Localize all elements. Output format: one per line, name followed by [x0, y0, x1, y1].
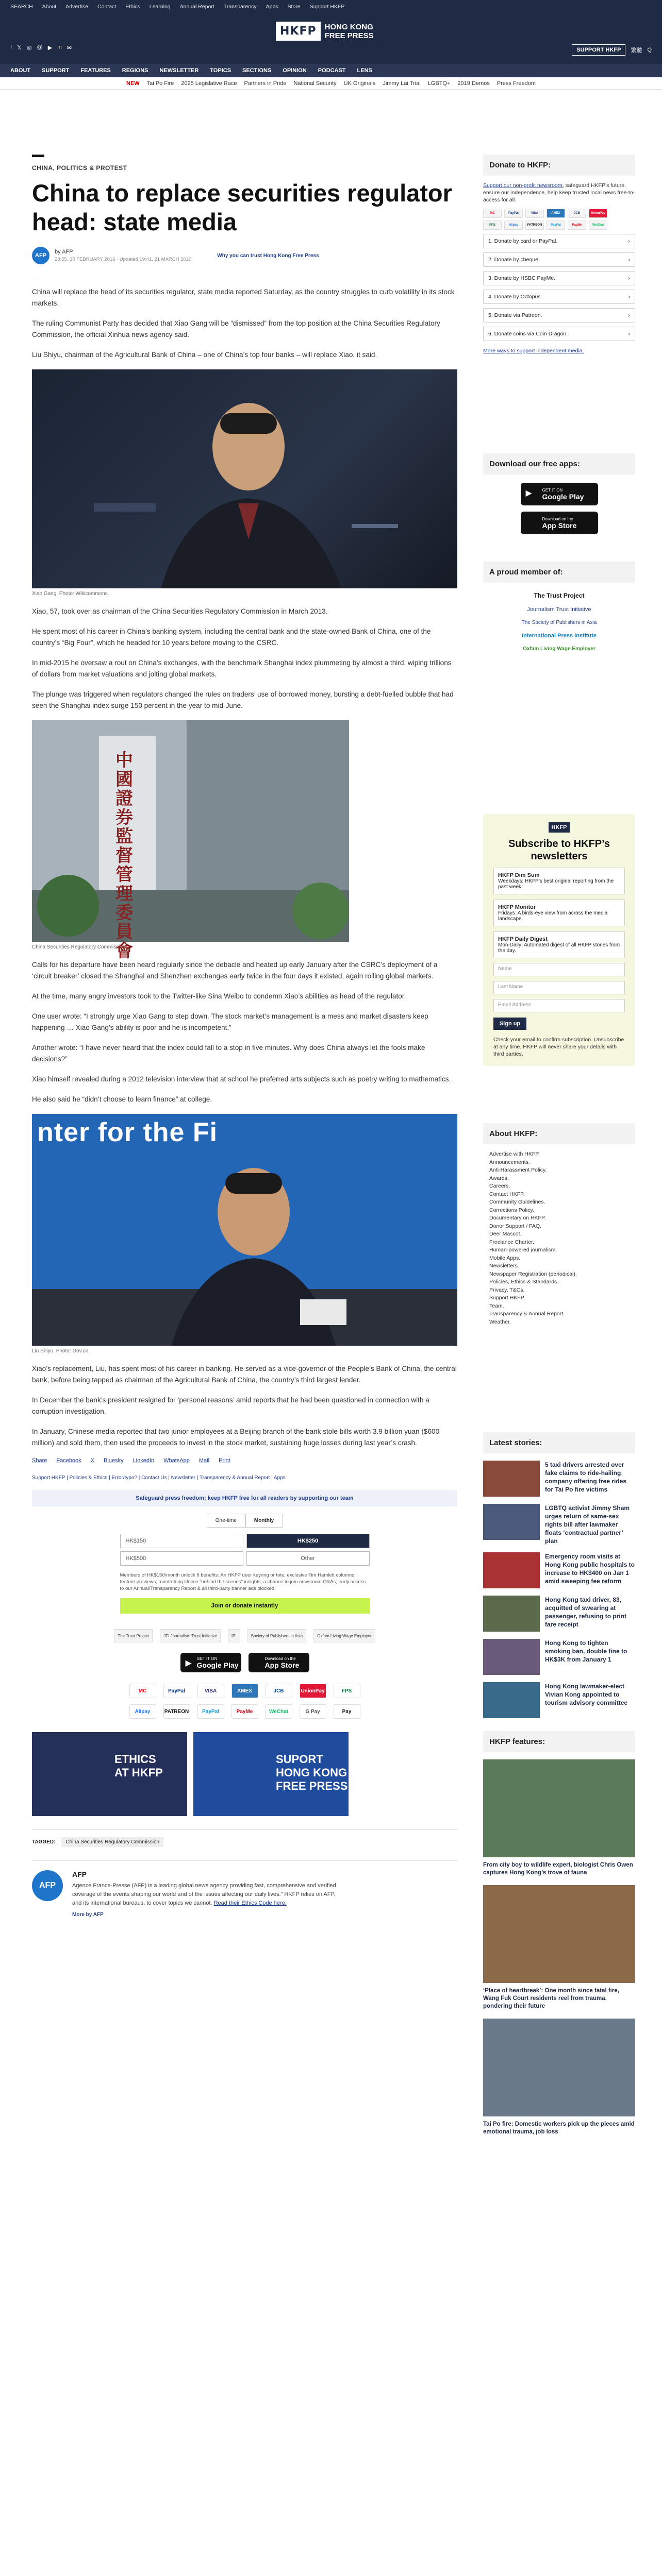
- top-strip-ethics[interactable]: Ethics: [125, 4, 140, 10]
- about-item[interactable]: Careers.: [489, 1183, 510, 1189]
- amount-150[interactable]: HK$150: [120, 1534, 243, 1548]
- newsletter-option[interactable]: HKFP Monitor Fridays: A birds-eye view from across the media landscape.: [493, 900, 625, 926]
- sidebar-payment-logo: MC: [483, 209, 502, 218]
- x-icon[interactable]: 𝕏: [17, 45, 22, 51]
- trending-bar: [0, 77, 662, 90]
- facebook-icon[interactable]: f: [10, 44, 12, 50]
- badge-jti[interactable]: JTI Journalism Trust Initiative: [160, 1629, 221, 1642]
- logo-text: HONG KONG FREE PRESS: [324, 22, 374, 40]
- last-name-field[interactable]: Last Name: [493, 981, 625, 994]
- membership-note: Members of HK$150/month unlock 6 benefits: An HKFP deer keyring or tote; exclusive Tim Hamlett columns; feature previews; month-long lifeline “behind the scenes” insights; a chance to join newsroom Q&As; early access to our Annual/Transparency Report & all third-party banner ads blocked.: [120, 1572, 366, 1591]
- about-sidebar: [483, 1123, 635, 1326]
- apps-heading: Download our free apps:: [483, 453, 635, 474]
- story-title[interactable]: Emergency room visits at Hong Kong public hospitals to increase to HK$400 on Jan 1 amid sweeping fee reform: [545, 1553, 635, 1585]
- story-thumbnail[interactable]: [483, 1596, 540, 1632]
- story-title[interactable]: Hong Kong taxi driver, 83, acquitted of swearing at passenger, refusing to print fare receipt: [545, 1596, 627, 1628]
- features-sidebar: [483, 1731, 635, 2144]
- mail-icon[interactable]: ✉: [67, 45, 72, 51]
- sidebar-payment-logo: VISA: [525, 209, 544, 218]
- byline: [32, 247, 457, 264]
- paragraph: Liu Shiyu, chairman of the Agricultural Bank of China – one of China’s top four banks – will replace Xiao, it said.: [32, 351, 377, 359]
- tab-monthly[interactable]: Monthly: [245, 1514, 283, 1528]
- donate-option[interactable]: 5. Donate via Patreon. ›: [483, 308, 635, 323]
- about-item[interactable]: Weather.: [489, 1318, 511, 1325]
- article-category[interactable]: CHINA, POLITICS & PROTEST: [32, 164, 127, 172]
- trending-item[interactable]: Partners in Pride: [244, 80, 287, 87]
- chevron-right-icon: ›: [628, 312, 630, 318]
- nav-podcast[interactable]: PODCAST: [318, 67, 346, 74]
- donate-option[interactable]: 1. Donate by card or PayPal. ›: [483, 234, 635, 248]
- member-badges: [32, 1629, 457, 1642]
- about-item[interactable]: Donor Support / FAQ.: [489, 1223, 541, 1229]
- top-strip-store[interactable]: Store: [287, 4, 301, 10]
- trending-item[interactable]: UK Originals: [343, 80, 376, 87]
- about-item[interactable]: Awards.: [489, 1175, 509, 1181]
- social-icons: [10, 44, 72, 51]
- latest-story[interactable]: [483, 1639, 635, 1675]
- donate-option[interactable]: 4. Donate by Octopus. ›: [483, 290, 635, 304]
- support-hkfp-button[interactable]: SUPPORT HKFP: [572, 44, 625, 56]
- payment-logo: JCB: [266, 1684, 292, 1698]
- frequency-toggle: [120, 1514, 370, 1528]
- email-field[interactable]: Email Address: [493, 999, 625, 1012]
- feature-title[interactable]: ‘Place of heartbreak’: One month since fatal fire, Wang Fuk Court residents reel from trauma, pondering their future: [483, 1988, 619, 2009]
- sidebar-payment-logo: PATREON: [525, 221, 544, 230]
- trending-item[interactable]: Tai Po Fire: [146, 80, 174, 87]
- about-item[interactable]: Privacy, T&Cs.: [489, 1286, 525, 1293]
- latest-story[interactable]: [483, 1552, 635, 1588]
- photo-xiao-gang: [32, 369, 457, 588]
- sign-up-button[interactable]: Sign up: [493, 1018, 526, 1030]
- about-item[interactable]: Newspaper Registration (periodical).: [489, 1270, 577, 1277]
- article-date: 20:55, 20 FEBRUARY 2016 · Updated 19:41, 21 MARCH 2020: [55, 257, 192, 262]
- member-sopa[interactable]: The Society of Publishers in Asia: [521, 620, 597, 625]
- donate-option[interactable]: 2. Donate by cheque. ›: [483, 252, 635, 267]
- amount-500[interactable]: HK$500: [120, 1551, 243, 1566]
- latest-story[interactable]: [483, 1504, 635, 1545]
- chevron-right-icon: ›: [628, 238, 630, 244]
- article-footer-links[interactable]: Support HKFP | Policies & Ethics | Error/typo? | Contact Us | Newsletter | Transparency & Annual Report | Apps: [32, 1475, 286, 1481]
- share-bluesky[interactable]: Bluesky: [104, 1458, 124, 1464]
- share-print[interactable]: Print: [219, 1458, 230, 1464]
- top-strip-contact[interactable]: Contact: [97, 4, 117, 10]
- story-thumbnail[interactable]: [483, 1504, 540, 1540]
- photo-caption: Xiao Gang. Photo: Wikicommons.: [32, 591, 109, 597]
- ethics-promo[interactable]: ETHICS AT HKFP: [32, 1732, 187, 1816]
- tab-one-time[interactable]: One-time: [207, 1514, 245, 1528]
- newsletter-title: Subscribe to HKFP’s newsletters: [508, 838, 610, 862]
- paragraph: Xiao’s replacement, Liu, has spent most of his career in banking. He served as a vice-governor of the People’s Bank of China, the central bank, before being tapped as chairman of the Agricultural Bank of China, the country’s third largest lender.: [32, 1365, 457, 1384]
- top-strip: [0, 0, 662, 13]
- latest-sidebar: [483, 1432, 635, 1718]
- trending-item[interactable]: 2019 Demos: [457, 80, 490, 87]
- payment-logo: VISA: [197, 1684, 224, 1698]
- tagged-label: TAGGED:: [32, 1839, 56, 1845]
- about-item[interactable]: Contact HKFP.: [489, 1191, 525, 1197]
- about-item[interactable]: Anti-Harassment Policy.: [489, 1167, 547, 1173]
- chevron-right-icon: ›: [628, 294, 630, 300]
- paragraph: Another wrote: “I have never heard that the index could fall to a stop in five minutes. Why does China always let the fools make decisions?”: [32, 1044, 425, 1063]
- member-ipi[interactable]: International Press Institute: [522, 633, 597, 639]
- photo-caption: Liu Shiyu. Photo: Gov.cn.: [32, 1348, 90, 1354]
- sidebar-payment-logo: WeChat: [589, 221, 607, 230]
- member-sidebar: [483, 562, 635, 652]
- about-item[interactable]: Human-powered journalism.: [489, 1247, 557, 1253]
- nav-opinion[interactable]: OPINION: [283, 67, 307, 74]
- paragraph: In January, Chinese media reported that two junior employees at a Beijing branch of the bank stole bills worth 3.9 billion yuan ($600 million) and sold them, then used the proceeds to invest in the stock market, sustaining huge losses during last year’s crash.: [32, 1428, 440, 1447]
- donate-option[interactable]: 6. Donate coins via Coin Dragon. ›: [483, 327, 635, 341]
- author-box-avatar[interactable]: AFP: [32, 1870, 63, 1901]
- amount-250[interactable]: HK$250: [246, 1534, 370, 1548]
- about-item[interactable]: Announcements.: [489, 1159, 530, 1165]
- paragraph: One user wrote: “I strongly urge Xiao Gang to step down. The stock market’s management is a mess and market disasters keep happening … Xiao Gang’s ability is poor and he is incompetent.”: [32, 1012, 428, 1031]
- payment-logo: G Pay: [300, 1704, 326, 1719]
- sidebar-payment-logo: JCB: [568, 209, 586, 218]
- article-column: [32, 155, 457, 1918]
- about-heading: About HKFP:: [483, 1123, 635, 1144]
- paragraph: Calls for his departure have been heard regularly since the debacle and heated up early January after the CSRC’s deployment of a ‘circuit breaker’ closed the Shanghai and Shenzhen exchanges early twice in the four days it existed, again roiling global markets.: [32, 961, 438, 980]
- feature-title[interactable]: Tai Po fire: Domestic workers pick up the pieces amid emotional trauma, job loss: [483, 2121, 635, 2135]
- story-title[interactable]: Hong Kong lawmaker-elect Vivian Kong appointed to tourism advisory committee: [545, 1683, 628, 1706]
- payment-logo: Pay: [334, 1704, 360, 1719]
- newsletter-fineprint: Check your email to confirm subscription. Unsubscribe at any time. HKFP will never share your details with third parties.: [493, 1037, 624, 1057]
- nav-features[interactable]: FEATURES: [80, 67, 111, 74]
- sidebar-app-store[interactable]: Download on the App Store: [521, 512, 598, 534]
- payment-logo: FPS: [334, 1684, 360, 1698]
- name-field[interactable]: Name: [493, 963, 625, 976]
- article-body: [32, 279, 457, 1449]
- building-sign: 中國證券監督管理委員會: [115, 750, 133, 961]
- share-bar: [32, 1458, 457, 1464]
- nav-lens[interactable]: LENS: [357, 67, 372, 74]
- tag-item[interactable]: China Securities Regulatory Commission: [61, 1837, 163, 1847]
- about-item[interactable]: Mobile Apps.: [489, 1255, 521, 1261]
- about-item[interactable]: Deer Mascot.: [489, 1231, 522, 1237]
- payment-logo: PayPal: [163, 1684, 190, 1698]
- tags: [32, 1829, 457, 1847]
- donate-option[interactable]: 3. Donate by HSBC PayMe. ›: [483, 271, 635, 285]
- features-heading: HKFP features:: [483, 1731, 635, 1752]
- nav-topics[interactable]: TOPICS: [210, 67, 231, 74]
- sidebar-payment-logo: Alipay: [504, 221, 523, 230]
- feature-image[interactable]: [483, 1759, 635, 1857]
- badge-trust-project[interactable]: The Trust Project: [114, 1629, 153, 1642]
- share-label: Share: [32, 1458, 47, 1464]
- top-strip-transparency[interactable]: Transparency: [223, 4, 257, 10]
- more-ways-link[interactable]: More ways to support independent media.: [483, 348, 584, 354]
- member-trust-project[interactable]: The Trust Project: [534, 592, 585, 599]
- features-list: [483, 1759, 635, 2136]
- google-play-icon: ▶: [525, 489, 532, 498]
- amount-options: [120, 1534, 370, 1566]
- donate-intro-link[interactable]: Support our non-profit newsroom:: [483, 182, 564, 189]
- top-strip-advertise[interactable]: Advertise: [65, 4, 88, 10]
- latest-story[interactable]: [483, 1596, 635, 1632]
- support-promo[interactable]: SUPORT HONG KONG FREE PRESS: [193, 1732, 349, 1816]
- sidebar-payment-logo: UnionPay: [589, 209, 607, 218]
- youtube-icon[interactable]: ▶: [47, 45, 53, 51]
- language-toggle[interactable]: 繁體: [631, 47, 642, 54]
- author-name[interactable]: by AFP: [55, 249, 73, 255]
- feature-image[interactable]: [483, 1885, 635, 1983]
- instagram-icon[interactable]: ◎: [26, 45, 32, 51]
- latest-story[interactable]: [483, 1461, 635, 1497]
- story-title[interactable]: LGBTQ activist Jimmy Sham urges return of same-sex rights bill after lawmaker floats ‘contractual partner’ plan: [545, 1504, 630, 1545]
- badge-sopa[interactable]: Society of Publishers in Asia: [247, 1629, 307, 1642]
- share-x[interactable]: X: [90, 1458, 95, 1464]
- about-item[interactable]: Team.: [489, 1302, 504, 1309]
- paragraph: Xiao himself revealed during a 2012 television interview that at school he preferred arts subjects such as poetry writing to mathematics.: [32, 1075, 451, 1083]
- site-logo[interactable]: [276, 22, 374, 41]
- about-item[interactable]: Advertise with HKFP.: [489, 1151, 540, 1157]
- amount-other[interactable]: Other: [246, 1551, 370, 1566]
- app-store-buttons: [32, 1653, 457, 1672]
- category-bar: [32, 155, 44, 157]
- sidebar-payment-logo: FPS: [483, 221, 502, 230]
- top-strip-about[interactable]: About: [42, 4, 57, 10]
- banner-text: nter for the Fi: [37, 1117, 218, 1147]
- about-item[interactable]: Documentary on HKFP.: [489, 1215, 546, 1221]
- building-illustration: [32, 720, 349, 942]
- nav-sections[interactable]: SECTIONS: [242, 67, 272, 74]
- latest-heading: Latest stories:: [483, 1432, 635, 1453]
- photo-caption: China Securities Regulatory Commission.: [32, 944, 127, 950]
- more-by-author[interactable]: More by AFP: [72, 1912, 104, 1918]
- payment-methods: [32, 1684, 457, 1719]
- sidebar-payment-logo: PayMe: [568, 221, 586, 230]
- payment-logo: PATREON: [163, 1704, 190, 1719]
- header-actions: [572, 44, 652, 56]
- share-linkedin[interactable]: LinkedIn: [133, 1458, 155, 1464]
- top-strip-support[interactable]: Support HKFP: [309, 4, 345, 10]
- top-strip-annual-report[interactable]: Annual Report: [179, 4, 214, 10]
- donate-intro: Support our non-profit newsroom: safeguard HKFP’s future, ensure our independence, help keep trusted local news free-to-access for all.: [483, 182, 635, 203]
- nav-regions[interactable]: REGIONS: [122, 67, 148, 74]
- main-nav: [0, 64, 662, 77]
- donate-options: [483, 234, 635, 341]
- google-play-button[interactable]: ▶ GET IT ON Google Play: [180, 1653, 241, 1672]
- linkedin-icon[interactable]: in: [57, 44, 62, 50]
- trending-item[interactable]: Press Freedom: [496, 80, 536, 87]
- author-description: Agence France-Presse (AFP) is a leading global news agency providing fast, comprehensive and verified coverage of the events shaping our world and of the issues affecting our daily lives.” HKFP relies on AFP, and its international bureaus, to cover topics we cannot. Read their Ethics Code here.: [72, 1883, 336, 1906]
- story-title[interactable]: 5 taxi drivers arrested over fake claims to ride-hailing company offering free rides for Tai Po fire victims: [545, 1461, 627, 1493]
- paragraph: The plunge was triggered when regulators changed the rules on traders’ use of borrowed money, bursting a debt-fuelled bubble that had seen the Shanghai index surge 150 percent in the year to mid-June.: [32, 690, 454, 709]
- top-strip-search[interactable]: SEARCH: [10, 4, 33, 10]
- share-mail[interactable]: Mail: [198, 1458, 210, 1464]
- article-title: China to replace securities regulator head: state media: [32, 179, 452, 235]
- member-heading: A proud member of:: [483, 562, 635, 583]
- payment-logo: MC: [129, 1684, 156, 1698]
- about-item[interactable]: Corrections Policy.: [489, 1207, 534, 1213]
- paragraph: At the time, many angry investors took to the Twitter-like Sina Weibo to condemn Xiao’s abilities as head of the regulator.: [32, 992, 406, 1000]
- join-button[interactable]: Join or donate instantly: [120, 1598, 370, 1614]
- author-box: [32, 1860, 457, 1918]
- paragraph: In mid-2015 he oversaw a rout on China’s exchanges, with the benchmark Shanghai index plummeting by almost a third, wiping trillions of dollars from market valuations and jolting global markets.: [32, 659, 452, 678]
- site-header: [0, 13, 662, 64]
- payment-logo: AMEX: [231, 1684, 258, 1698]
- search-icon[interactable]: Q: [647, 47, 652, 53]
- paragraph: He spent most of his career in China’s banking system, including the central bank and the state-owned Bank of China, one of the country’s “Big Four”, which he headed for 10 years before moving to the CSRC.: [32, 628, 431, 647]
- badge-oxfam[interactable]: Oxfam Living Wage Employer: [313, 1629, 375, 1642]
- story-thumbnail[interactable]: [483, 1461, 540, 1497]
- nav-newsletter[interactable]: NEWSLETTER: [159, 67, 199, 74]
- about-item[interactable]: Community Guidelines.: [489, 1199, 545, 1205]
- nav-about[interactable]: ABOUT: [10, 67, 31, 74]
- trust-link[interactable]: Why you can trust Hong Kong Free Press: [217, 252, 319, 259]
- press-conference-illustration: [32, 1114, 457, 1346]
- sidebar-payment-logo: PayPal: [504, 209, 523, 218]
- sidebar-google-play[interactable]: ▶ GET IT ON Google Play: [521, 483, 598, 505]
- ethics-code-link[interactable]: Read their Ethics Code here.: [213, 1900, 287, 1906]
- payment-logo: Alipay: [129, 1704, 156, 1719]
- about-item[interactable]: Support HKFP.: [489, 1295, 525, 1301]
- top-strip-apps[interactable]: Apps: [266, 4, 278, 10]
- payment-logo: PayMe: [231, 1704, 258, 1719]
- donate-sidebar: [483, 155, 635, 354]
- apps-sidebar: [483, 453, 635, 534]
- paragraph: He also said he “didn’t choose to learn finance” at college.: [32, 1095, 212, 1103]
- story-thumbnail[interactable]: [483, 1682, 540, 1718]
- nav-support[interactable]: SUPPORT: [42, 67, 70, 74]
- feature-title[interactable]: From city boy to wildlife expert, biologist Chris Owen captures Hong Kong’s trove of fauna: [483, 1862, 633, 1876]
- donation-widget: [120, 1514, 370, 1614]
- threads-icon[interactable]: @: [37, 44, 43, 50]
- trending-item[interactable]: 2025 Legislative Race: [181, 80, 237, 87]
- member-oxfam[interactable]: Oxfam Living Wage Employer: [523, 646, 595, 652]
- safeguard-banner[interactable]: Safeguard press freedom; keep HKFP free for all readers by supporting our team: [32, 1490, 457, 1506]
- about-item[interactable]: Newsletters.: [489, 1263, 519, 1269]
- newsletter-option[interactable]: HKFP Dim Sum Weekdays: HKFP’s best original reporting from the past week.: [493, 868, 625, 894]
- badge-ipi[interactable]: IPI: [228, 1629, 240, 1642]
- portrait-illustration: [32, 369, 457, 588]
- latest-story[interactable]: [483, 1682, 635, 1718]
- trending-label: NEW: [126, 80, 140, 87]
- member-jti[interactable]: Journalism Trust Initiative: [527, 606, 591, 613]
- newsletter-logo: HKFP: [549, 822, 570, 833]
- chevron-right-icon: ›: [628, 257, 630, 263]
- photo-liu-shiyu: [32, 1114, 457, 1346]
- promo-banners: [32, 1732, 457, 1816]
- share-facebook[interactable]: Facebook: [56, 1458, 81, 1464]
- payment-logo: UnionPay: [300, 1684, 326, 1698]
- trending-item[interactable]: National Security: [293, 80, 337, 87]
- chevron-right-icon: ›: [628, 275, 630, 281]
- paragraph: Xiao, 57, took over as chairman of the China Securities Regulatory Commission in March 2013.: [32, 607, 328, 615]
- chevron-right-icon: ›: [628, 331, 630, 337]
- latest-list: [483, 1461, 635, 1718]
- paragraph: China will replace the head of its securities regulator, state media reported Saturday, as the country struggles to curb volatility in its stock markets.: [32, 288, 455, 307]
- payment-logo: WeChat: [266, 1704, 292, 1719]
- paragraph: In December the bank’s president resigned for ‘personal reasons’ amid reports that he had been questioned in connection with a corruption investigation.: [32, 1396, 429, 1415]
- about-item[interactable]: Policies, Ethics & Standards.: [489, 1279, 559, 1285]
- sidebar-payment-logo: AMEX: [547, 209, 565, 218]
- paragraph: The ruling Communist Party has decided that Xiao Gang will be “dismissed” from the top position at the China Securities Regulatory Commission, the official Xinhua news agency said.: [32, 319, 440, 338]
- about-item[interactable]: Freelance Charter.: [489, 1239, 534, 1245]
- app-store-button[interactable]: Download on the App Store: [249, 1653, 309, 1672]
- trending-item[interactable]: Jimmy Lai Trial: [383, 80, 421, 87]
- trending-item[interactable]: LGBTQ+: [427, 80, 451, 87]
- google-play-icon: ▶: [185, 1659, 192, 1668]
- share-whatsapp[interactable]: WhatsApp: [163, 1458, 190, 1464]
- story-thumbnail[interactable]: [483, 1639, 540, 1675]
- donate-heading: Donate to HKFP:: [483, 155, 635, 176]
- feature-image[interactable]: [483, 2019, 635, 2116]
- newsletter-box: [483, 814, 635, 1066]
- about-list: [483, 1150, 635, 1326]
- sidebar-payment-logo: PayPal: [547, 221, 565, 230]
- newsletter-option[interactable]: HKFP Daily Digest Mon-Daily: Automated digest of all HKFP stories from the day.: [493, 931, 625, 958]
- author-box-name[interactable]: AFP: [72, 1870, 87, 1878]
- story-title[interactable]: Hong Kong to tighten smoking ban, double fine to HK$3K from January 1: [545, 1639, 627, 1663]
- payment-logo: PayPal: [197, 1704, 224, 1719]
- sidebar-payment-logos: [483, 209, 635, 230]
- about-item[interactable]: Transparency & Annual Report.: [489, 1311, 565, 1317]
- logo-box: HKFP: [276, 22, 321, 41]
- author-avatar[interactable]: AFP: [32, 247, 49, 264]
- story-thumbnail[interactable]: [483, 1552, 540, 1588]
- top-strip-learning[interactable]: Learning: [149, 4, 171, 10]
